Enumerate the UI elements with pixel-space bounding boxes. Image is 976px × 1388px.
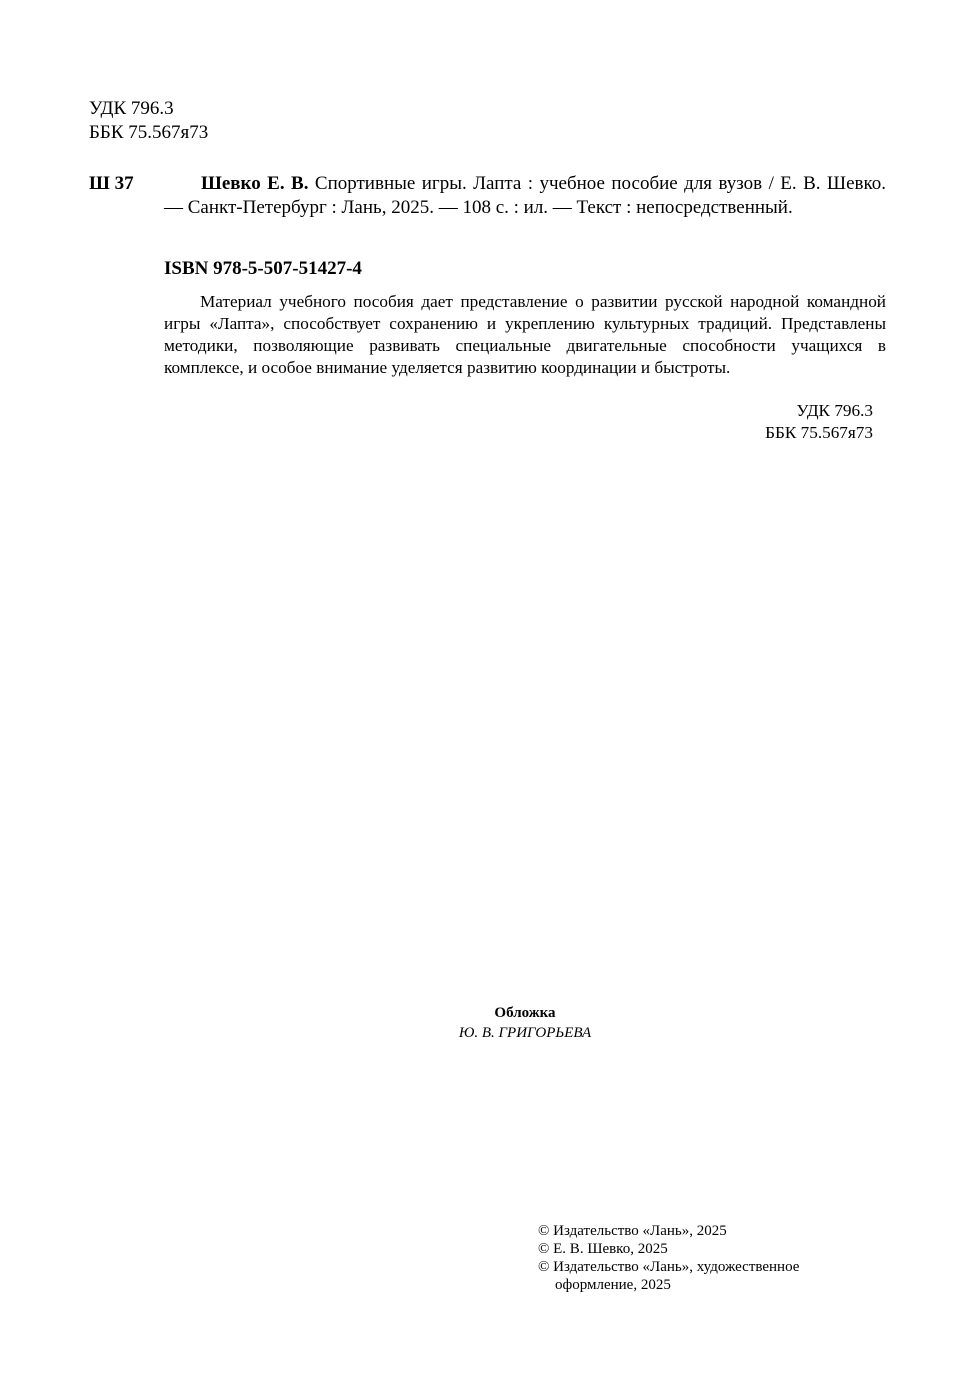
classification-codes-bottom	[765, 400, 873, 444]
copyright-line: © Е. В. Шевко, 2025	[538, 1241, 668, 1257]
bibliographic-description: Спортивные игры. Лапта : учебное пособие для вузов / Е. В. Шевко. — Санкт-Петербург : Лань, 2025. — 108 с. : ил. — Текст : непосредственный.	[164, 173, 887, 218]
author-sign: Ш 37	[89, 173, 134, 194]
udk-code-bottom: УДК 796.3	[796, 401, 873, 420]
copyright-line: оформление, 2025	[555, 1277, 671, 1293]
author-name: Шевко Е. В.	[201, 173, 309, 194]
copyright-line: © Издательство «Лань», художественное	[538, 1259, 800, 1275]
bbk-code: ББК 75.567я73	[89, 122, 209, 143]
cover-credit	[0, 1003, 976, 1043]
bibliographic-record	[164, 172, 886, 220]
cover-artist: Ю. В. ГРИГОРЬЕВА	[458, 1025, 592, 1041]
annotation: Материал учебного пособия дает представление о развитии русской народной командной игры «Лапта», способствует сохранению и укреплению культурных традиций. Представлены методики, позволяющие развивать специальные двигательные способности учащихся в комплексе, и особое внимание уделяется развитию координации и быстроты.	[164, 292, 886, 377]
isbn: ISBN 978-5-507-51427-4	[164, 258, 362, 279]
udk-code: УДК 796.3	[89, 98, 174, 119]
bbk-code-bottom: ББК 75.567я73	[765, 423, 873, 442]
cover-label: Обложка	[494, 1005, 556, 1021]
classification-codes-top	[89, 97, 208, 145]
copyright-block	[538, 1222, 799, 1294]
copyright-line: © Издательство «Лань», 2025	[538, 1223, 727, 1239]
